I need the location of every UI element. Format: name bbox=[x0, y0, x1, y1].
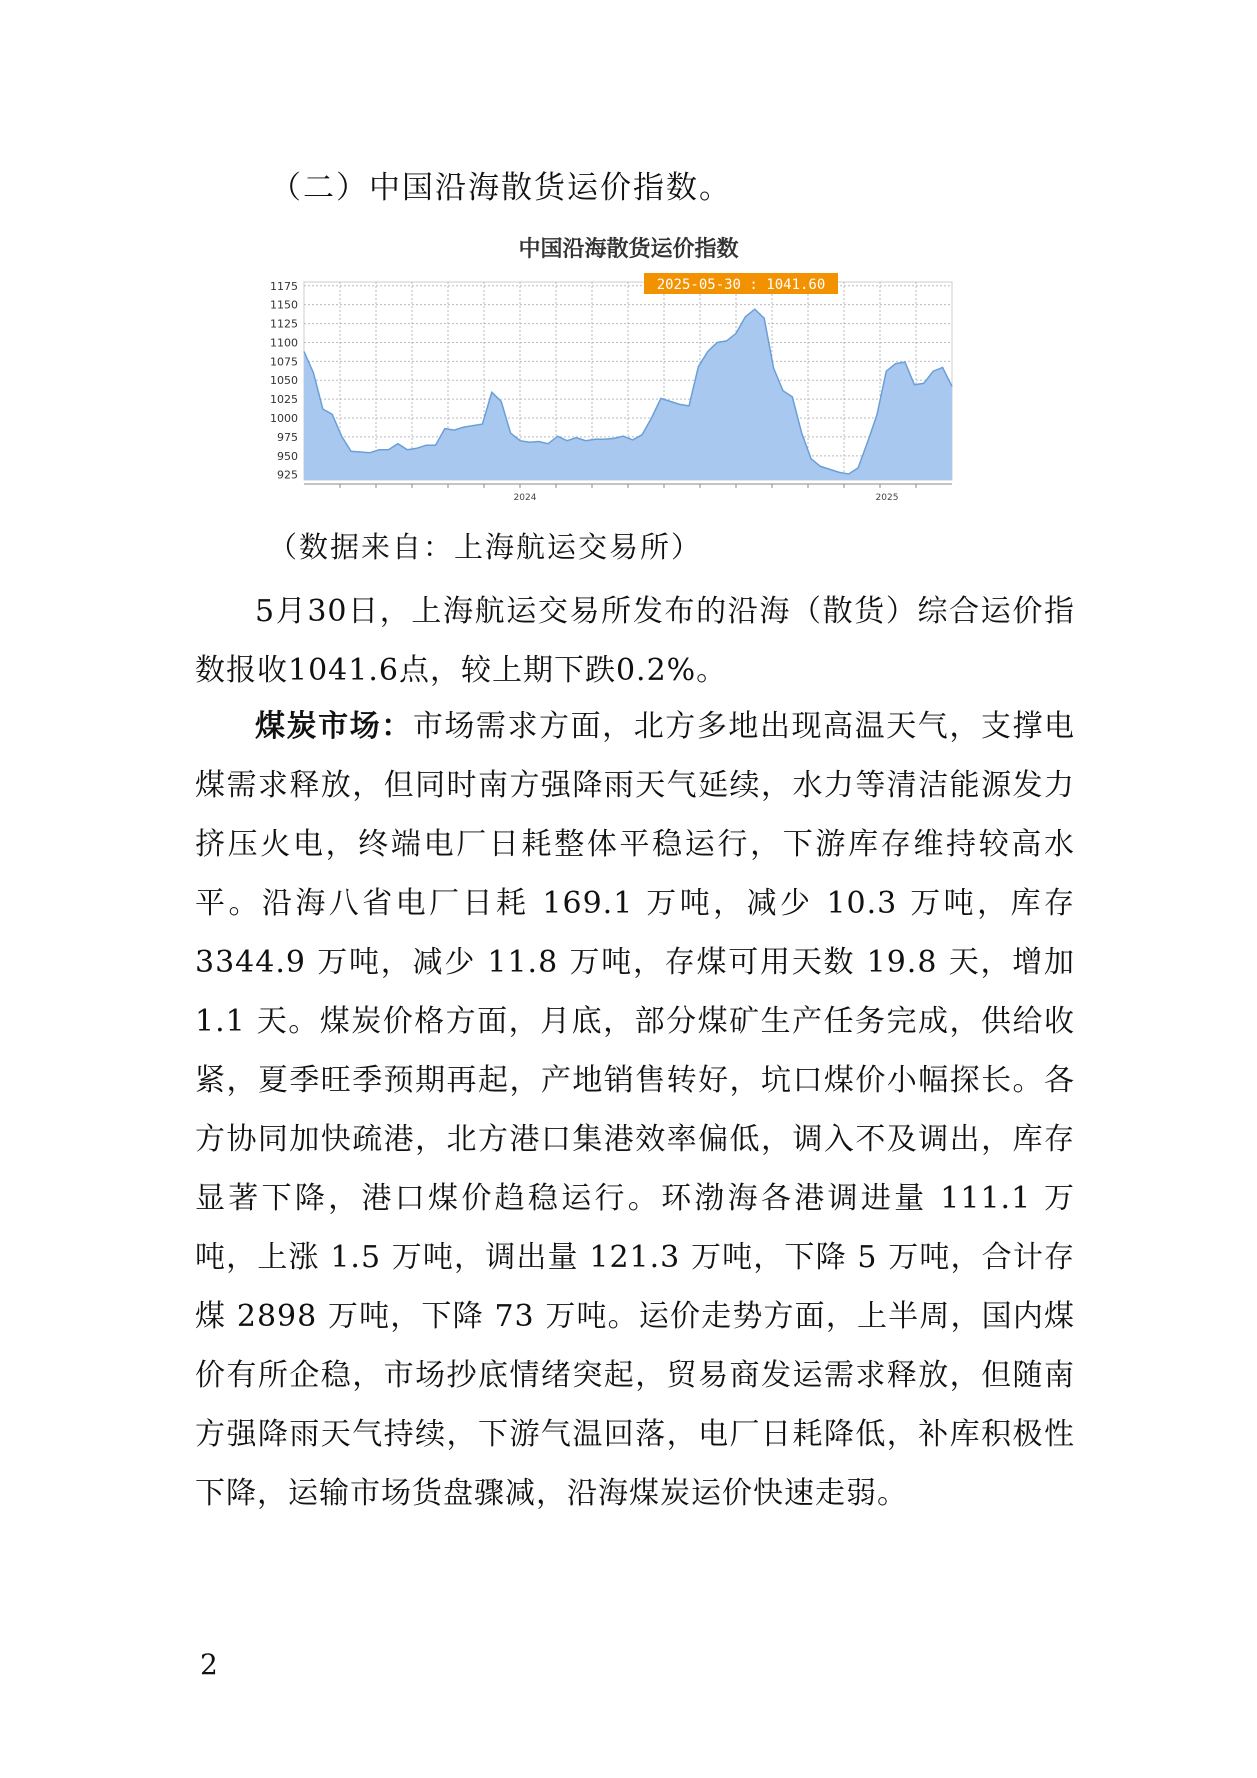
y-tick-label: 1100 bbox=[270, 336, 298, 350]
y-tick-label: 1025 bbox=[270, 393, 298, 407]
freight-index-chart bbox=[250, 270, 960, 510]
page-number: 2 bbox=[200, 1648, 218, 1681]
y-tick-label: 1175 bbox=[270, 279, 298, 293]
y-tick-label: 1125 bbox=[270, 317, 298, 331]
x-tick-label: 2024 bbox=[513, 493, 537, 503]
paragraph-index-summary: 5月30日，上海航运交易所发布的沿海（散货）综合运价指数报收1041.6点，较上期下跌0.2%。 bbox=[195, 594, 1075, 688]
paragraph-lead: 煤炭市场： bbox=[255, 709, 413, 744]
y-tick-label: 1150 bbox=[270, 298, 298, 312]
y-tick-label: 1050 bbox=[270, 374, 298, 388]
source-note: （数据来自：上海航运交易所） bbox=[268, 530, 703, 564]
y-tick-label: 950 bbox=[277, 449, 298, 463]
x-tick-label: 2025 bbox=[875, 493, 899, 503]
section-heading: （二）中国沿海散货运价指数。 bbox=[270, 170, 732, 206]
paragraph-body: 市场需求方面，北方多地出现高温天气，支撑电煤需求释放，但同时南方强降雨天气延续，水力等清洁能源发力挤压火电，终端电厂日耗整体平稳运行，下游库存维持较高水平。沿海八省电厂日耗 169.1 万吨，减少 10.3 万吨，库存 3344.9 万吨，减少 11.8 万吨，存煤可用天数 19.8 天，增加 1.1 天。煤炭价格方面，月底，部分煤矿生产任务完成，供给收紧，夏季旺季预期再起，产地销售转好，坑口煤价小幅探长。各方协同加快疏港，北方港口集港效率偏低，调入不及调出，库存显著下降，港口煤价趋稳运行。环渤海各港调进量 111.1 万吨，上涨 1.5 万吨，调出量 121.3 万吨，下降 5 万吨，合计存煤 2898 万吨，下降 73 万吨。运价走势方面，上半周，国内煤价有所企稳，市场抄底情绪突起，贸易商发运需求释放，但随南方强降雨天气持续，下游气温回落，电厂日耗降低，补库积极性下降，运输市场货盘骤减，沿海煤炭运价快速走弱。 bbox=[195, 709, 1076, 1511]
y-tick-label: 975 bbox=[277, 430, 298, 444]
tooltip-label: 2025-05-30 : 1041.60 bbox=[656, 277, 826, 293]
chart-title: 中国沿海散货运价指数 bbox=[518, 237, 739, 262]
y-tick-label: 1075 bbox=[270, 355, 298, 369]
y-tick-label: 1000 bbox=[270, 412, 298, 426]
paragraph-coal-market bbox=[195, 697, 1075, 1523]
y-tick-label: 925 bbox=[277, 468, 298, 482]
